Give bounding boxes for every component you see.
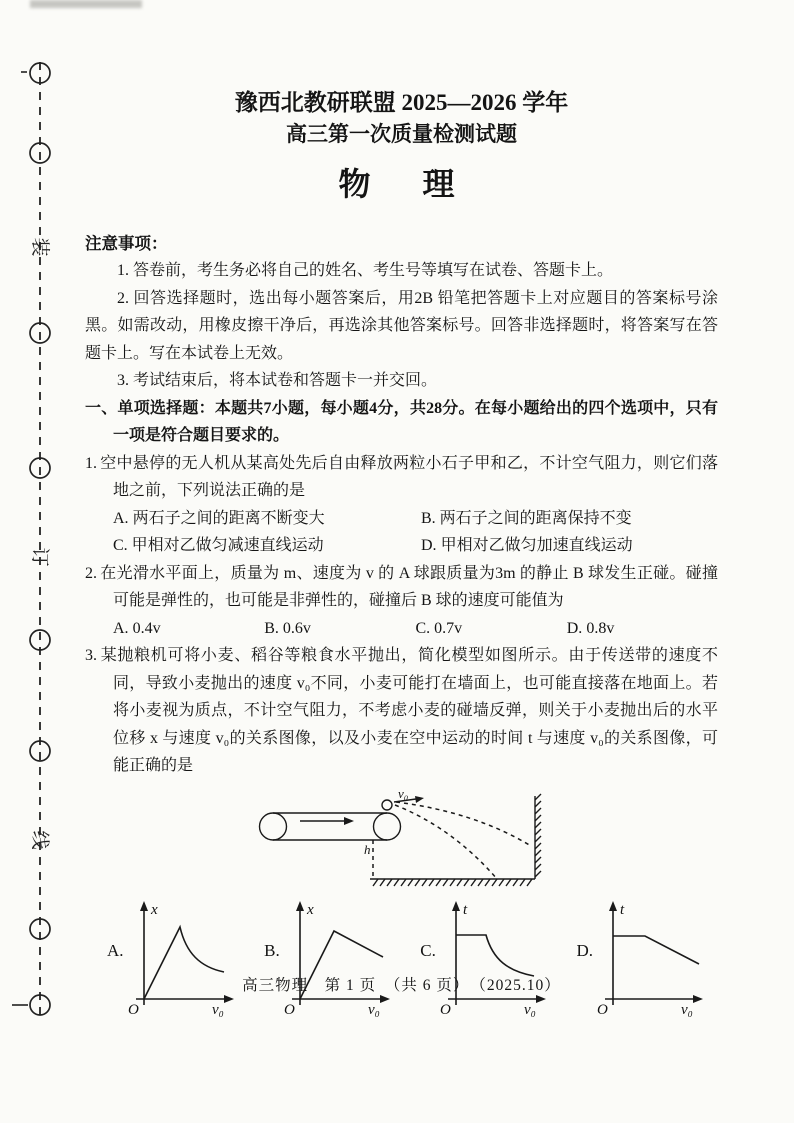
- option-1d-label: D.: [421, 537, 437, 554]
- option-2c: [416, 615, 567, 643]
- exam-title-line1: 豫西北教研联盟 2025—2026 学年: [234, 90, 569, 115]
- option-1b-text: 两石子之间的距离保持不变: [439, 509, 632, 527]
- option-2a-text: 0.4v: [132, 619, 161, 637]
- page-footer: 高三物理 第 1 页 （共 6 页） （2025.10）: [242, 977, 561, 994]
- graph-c-yaxis: t: [462, 901, 468, 918]
- option-2a-label: A.: [113, 619, 129, 637]
- graph-a-xaxis: v₀: [211, 1001, 224, 1017]
- option-2a: [113, 615, 264, 643]
- exam-title-line2: 高三第一次质量检测试题: [286, 122, 517, 146]
- option-2b-text: 0.6v: [282, 619, 311, 637]
- option-2d-label: D.: [566, 619, 583, 637]
- binding-char: 装: [29, 237, 50, 257]
- notice-heading: 注意事项：: [85, 234, 168, 253]
- option-2d: [567, 615, 718, 643]
- trajectory-to-wall: [396, 802, 531, 846]
- question-1-number: 1.: [85, 454, 97, 472]
- graph-b-label: B.: [264, 940, 280, 960]
- notice-item-3: 3. 考试结束后，将本试卷和答题卡一并交回。: [117, 372, 438, 389]
- notice-item-1: 1. 答卷前，考生务必将自己的姓名、考生号等填写在试卷、答题卡上。: [117, 262, 614, 279]
- binding-char: 订: [29, 547, 50, 567]
- graph-option-d: [576, 897, 707, 1017]
- option-1b-label: B.: [421, 509, 436, 527]
- option-2c-text: 0.7v: [434, 619, 463, 637]
- graph-b-yaxis: x: [306, 901, 314, 918]
- graph-a-origin: O: [127, 1001, 139, 1017]
- belt-roller-right: [374, 813, 401, 840]
- question-2-options: [113, 615, 718, 643]
- question-3-figure: [230, 788, 718, 893]
- question-2-text: [85, 560, 718, 615]
- option-2b-label: B.: [264, 619, 279, 637]
- ground-hatching: [373, 879, 532, 886]
- graph-d-origin: O: [596, 1001, 608, 1017]
- question-3-number: 3.: [85, 647, 97, 664]
- height-label: h: [364, 841, 371, 857]
- graph-c-label: C.: [420, 940, 436, 960]
- option-1b: [421, 505, 718, 533]
- option-1a: [113, 505, 421, 533]
- page-content: [85, 88, 718, 1017]
- option-1a-text: 两石子之间的距离不断变大: [132, 509, 325, 527]
- question-2-body: 在光滑水平面上，质量为 m、速度为 v 的 A 球跟质量为3m 的静止 B 球发生正碰。碰撞可能是弹性的，也可能是非弹性的，碰撞后 B 球的速度可能值为: [100, 564, 718, 609]
- option-1c: [113, 532, 421, 560]
- question-3-body: 某抛粮机可将小麦、稻谷等粮食水平抛出，简化模型如图所示。由于传送带的速度不同，导致小麦抛出的速度 v₀不同，小麦可能打在墙面上，也可能直接落在地面上。若将小麦视为质点，不计空气阻力，不考虑小麦的碰墙反弹，则关于小麦抛出后的水平位移 x 与速度 v₀的关系图像，以及小麦在空中运动的时间 t 与速度 v₀的关系图像，可能正确的是: [100, 647, 718, 774]
- option-2b: [264, 615, 415, 643]
- question-1-text: [85, 450, 718, 505]
- graph-a-yaxis: x: [150, 901, 158, 918]
- option-2d-text: 0.8v: [586, 619, 615, 637]
- wall-hatching: [535, 794, 541, 877]
- belt-arrowhead-icon: [344, 817, 354, 825]
- graph-b-origin: O: [283, 1001, 295, 1017]
- belt-roller-left: [260, 813, 287, 840]
- question-2-number: 2.: [85, 564, 97, 582]
- graph-b-xaxis: v₀: [367, 1001, 380, 1017]
- graph-option-a: [107, 897, 238, 1017]
- option-1c-label: C.: [113, 537, 128, 554]
- graph-d-yaxis: t: [619, 901, 625, 918]
- subject-title: 物 理: [338, 166, 465, 202]
- graph-c-xaxis: v₀: [523, 1001, 536, 1017]
- question-1-body: 空中悬停的无人机从某高处先后自由释放两粒小石子甲和乙，不计空气阻力，则它们落地之前，下列说法正确的是: [100, 454, 718, 499]
- section-heading: 一、单项选择题：本题共7小题，每小题4分，共28分。在每小题给出的四个选项中，只有一项是符合题目要求的。: [85, 399, 718, 444]
- grain-particle: [382, 800, 392, 810]
- question-1-options: [113, 505, 718, 560]
- binding-char: 线: [29, 830, 50, 850]
- option-1a-label: A.: [113, 509, 129, 527]
- graph-c-origin: O: [439, 1001, 451, 1017]
- graph-option-c: [420, 897, 550, 1017]
- graph-d-xaxis: v₀: [680, 1001, 693, 1017]
- option-1d: [421, 532, 718, 560]
- graph-c-curve: [456, 935, 534, 976]
- notice-item-2: 2. 回答选择题时，选出每小题答案后，用2B 铅笔把答题卡上对应题目的答案标号涂黑。如需改动，用橡皮擦干净后，再选涂其他答案标号。回答非选择题时，将答案写在答题卡上。写在本试卷上无效。: [85, 289, 718, 362]
- v0-label: v₀: [398, 787, 409, 801]
- binding-line: [0, 0, 80, 1123]
- graph-option-b: [264, 897, 394, 1017]
- option-2c-label: C.: [415, 619, 431, 637]
- launch-arrowhead-icon: [415, 796, 424, 803]
- graph-a-label: A.: [107, 940, 124, 960]
- option-1c-text: 甲相对乙做匀减速直线运动: [131, 537, 324, 554]
- question-3-text: [85, 642, 718, 780]
- graph-d-curve: [613, 936, 699, 964]
- graph-d-label: D.: [576, 940, 593, 960]
- option-1d-text: 甲相对乙做匀加速直线运动: [440, 537, 633, 554]
- trajectory-to-ground: [395, 805, 497, 879]
- answer-graphs: [107, 897, 707, 1017]
